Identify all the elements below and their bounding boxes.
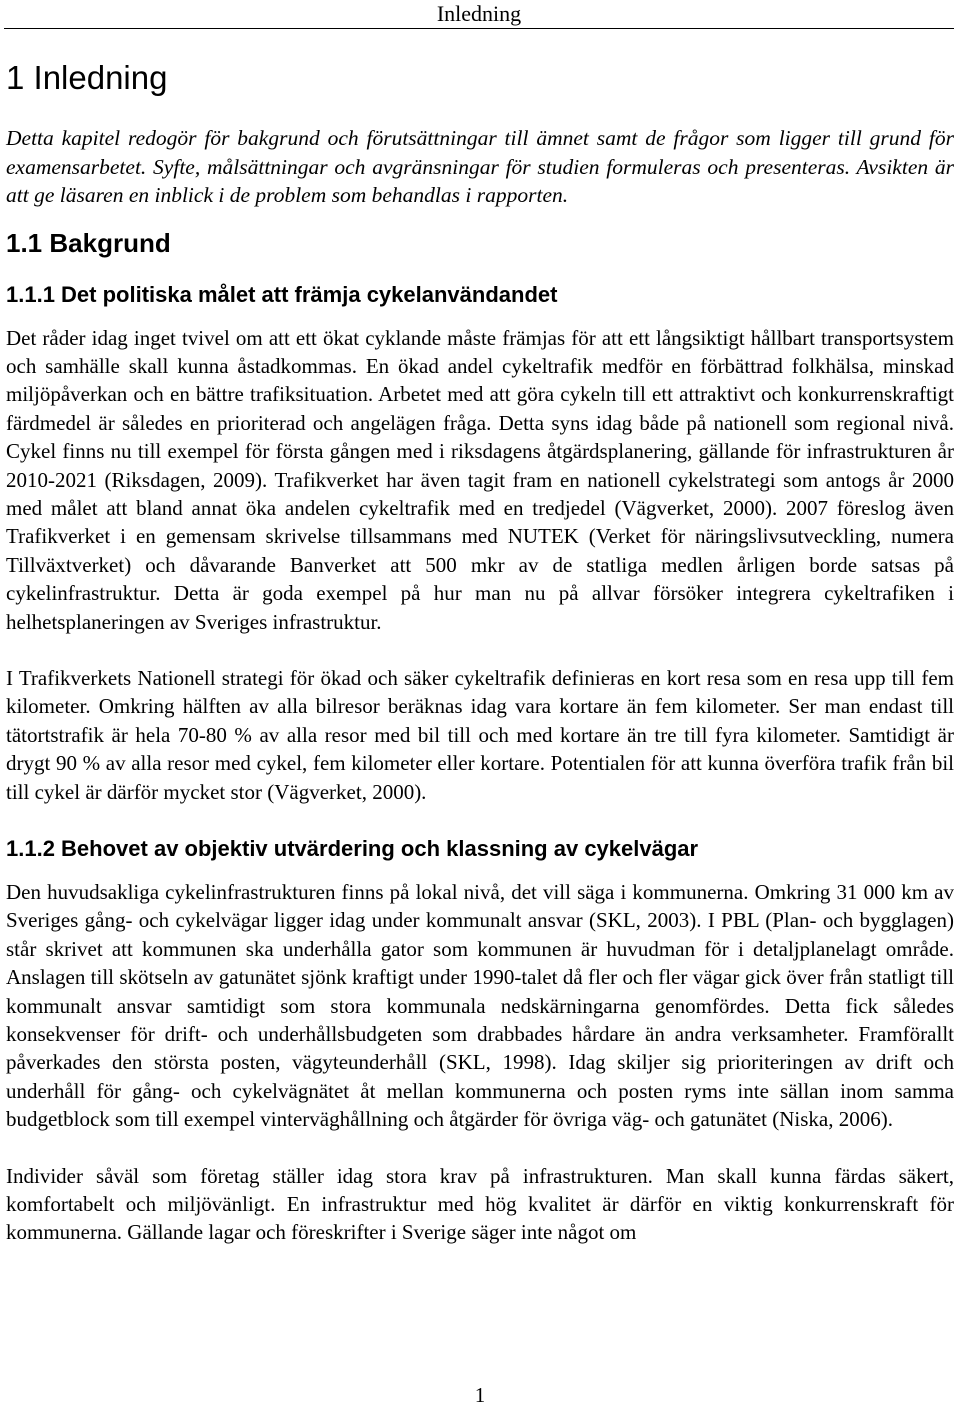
paragraph: Det råder idag inget tvivel om att ett ökat cyklande måste främjas för att ett långsiktigt hållbart transportsystem och samhälle skall kunna åstadkommas. En ökad andel cykeltrafik medför en förbättrad folkhälsa, minskad miljöpåverkan och en bättre trafiksituation. Arbetet med att göra cykeln till ett attraktivt och konkurrenskraftigt färdmedel är således en prioriterad och angelägen fråga. Detta syns idag både på nationell som regional nivå. Cykel finns nu till exempel för första gången med i riksdagens åtgärdsplanering, gällande för infrastrukturen år 2010-2021 (Riksdagen, 2009). Trafikverket har även tagit fram en nationell cykelstrategi som antogs år 2000 med målet att bland annat öka andelen cykeltrafik med en tredjedel (Vägverket, 2000). 2007 föreslog även Trafikverket i en gemensam skrivelse tillsammans med NUTEK (Verket för näringslivsutveckling, numera Tillväxtverket) och dåvarande Banverket att 500 mkr av de statliga medlen årligen borde satsas på cykelinfrastruktur. Detta är goda exempel på hur man nu på allvar försöker integrera cykeltrafiken i helhetsplaneringen av Sveriges infrastruktur.	[6, 325, 954, 634]
section-heading-bakgrund: 1.1 Bakgrund	[6, 227, 171, 258]
subsection-heading-behovet: 1.1.2 Behovet av objektiv utvärdering och klassning av cykelvägar	[6, 836, 699, 861]
chapter-title: 1 Inledning	[6, 59, 168, 96]
running-header	[4, 0, 954, 29]
paragraph: Den huvudsakliga cykelinfrastrukturen finns på lokal nivå, det vill säga i kommunerna. Omkring 31 000 km av Sveriges gång- och cykelvägar ligger idag under kommunalt ansvar (SKL, 2003). I PBL (Plan- och bygglagen) står skrivet att kommunen ska underhålla gator som kommunen är huvudman för i detaljplanelagt område. Anslagen till skötseln av gatunätet sjönk kraftigt under 1990-talet då fler och fler vägar gick över från statligt till kommunalt ansvar samtidigt som stora kommunala nedskärningarna genomfördes. Detta fick således konsekvenser för drift- och underhållsbudgeten som drabbades hårdare än andra verksamheter. Framförallt påverkades den största posten, vägyteunderhåll (SKL, 1998). Idag skiljer sig prioriteringen av drift och underhåll för gång- och cykelvägnätet åt mellan kommunerna och posten ryms inte sällan inom samma budgetblock som till exempel vinterväghållning och åtgärder för övriga väg- och gatunätet (Niska, 2006).	[6, 880, 954, 1132]
chapter-intro: Detta kapitel redogör för bakgrund och förutsättningar till ämnet samt de frågor som ligger till grund för examensarbetet. Syfte, målsättningar och avgränsningar för studien formuleras och presenteras. Avsikten är att ge läsaren en inblick i de problem som behandlas i rapporten.	[6, 126, 954, 207]
paragraph: I Trafikverkets Nationell strategi för ökad och säker cykeltrafik definieras en kort resa som en resa upp till fem kilometer. Omkring hälften av alla bilresor beräknas idag vara kortare än fem kilometer. Ser man endast till tätortstrafik är hela 70-80 % av alla resor med bil till och med kortare än tre till fyra kilometer. Samtidigt är drygt 90 % av alla resor med cykel, fem kilometer eller kortare. Potentialen för att kunna överföra trafik från bil till cykel är därför mycket stor (Vägverket, 2000).	[6, 665, 954, 804]
running-header-title: Inledning	[436, 1, 522, 26]
page-content	[6, 56, 954, 1275]
subsection-heading-politiska-malet: 1.1.1 Det politiska målet att främja cykelanvändandet	[6, 281, 558, 307]
page-number: 1	[474, 1383, 486, 1407]
paragraph: Individer såväl som företag ställer idag stora krav på infrastrukturen. Man skall kunna färdas säkert, komfortabelt och miljövänligt. En infrastruktur med hög kvalitet är därför en viktig konkurrenskraft för kommunerna. Gällande lagar och föreskrifter i Sverige säger inte något om	[6, 1163, 954, 1245]
